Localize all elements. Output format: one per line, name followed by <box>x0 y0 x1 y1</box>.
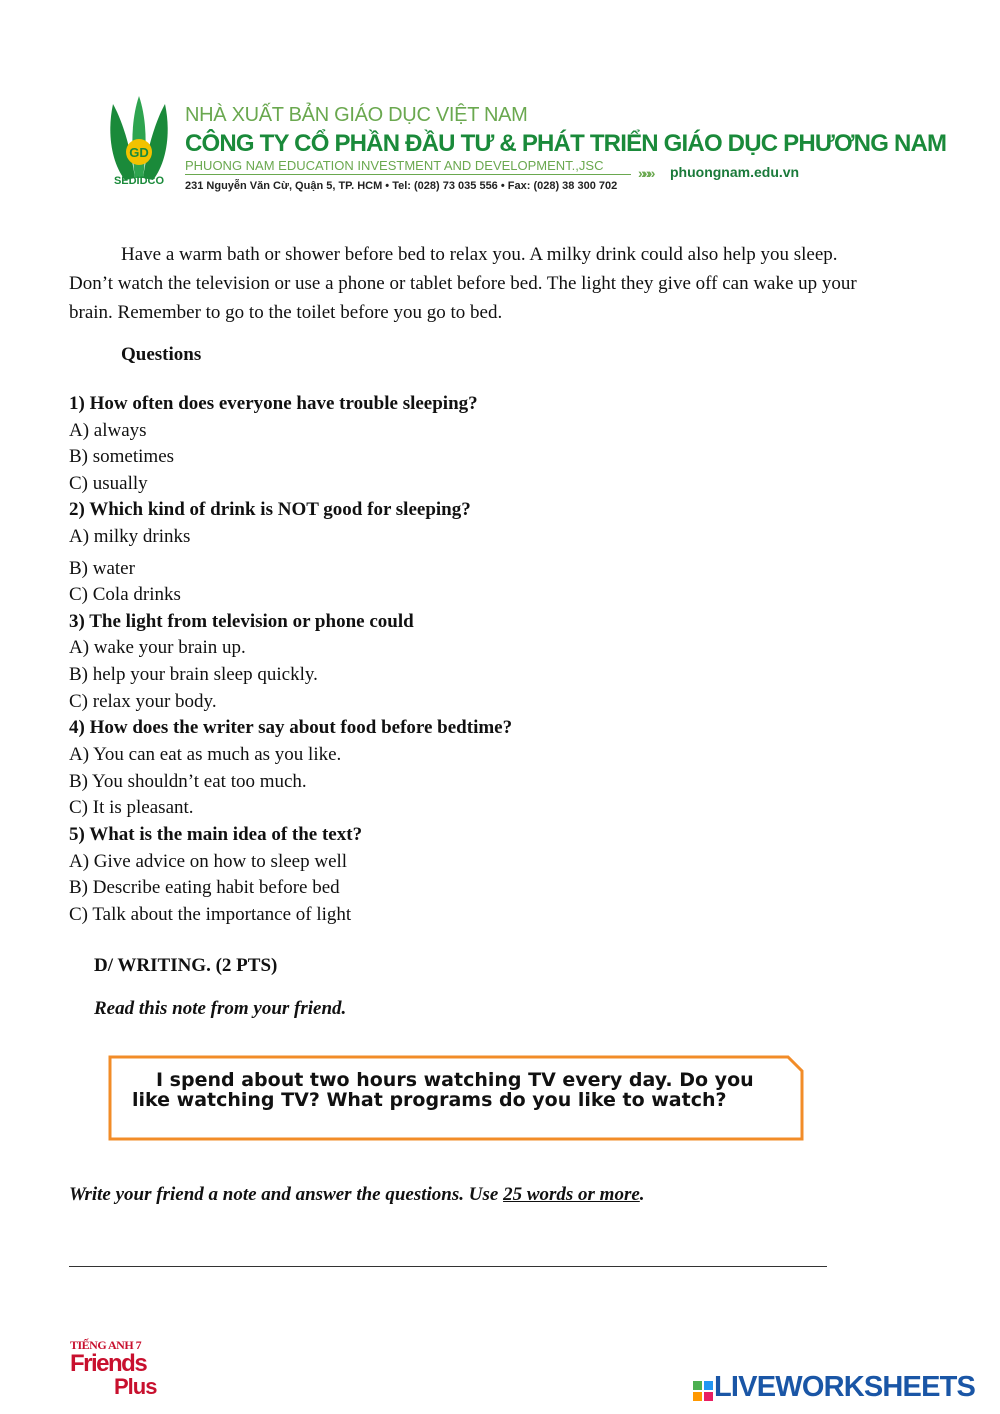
option-3c[interactable]: C) relax your body. <box>69 691 217 712</box>
publisher-name: NHÀ XUẤT BẢN GIÁO DỤC VIỆT NAM <box>185 104 528 126</box>
option-2b[interactable]: B) water <box>69 558 135 579</box>
logo-initials: GD <box>129 145 149 160</box>
option-1c[interactable]: C) usually <box>69 473 148 494</box>
question-2: 2) Which kind of drink is NOT good for sleeping? <box>69 499 471 520</box>
book-title-plus: Plus <box>114 1374 157 1399</box>
instruction-suffix: . <box>639 1184 645 1205</box>
website-link[interactable]: phuongnam.edu.vn <box>670 164 800 180</box>
word-count-requirement: 25 words or more <box>503 1184 640 1205</box>
liveworksheets-brand: LIVEWORKSHEETS <box>714 1371 976 1403</box>
book-title-friends: Friends <box>70 1350 147 1377</box>
note-text: I spend about two hours watching TV every day. Do you like watching TV? What programs do you like to watch? <box>132 1069 754 1111</box>
option-2a[interactable]: A) milky drinks <box>69 526 191 547</box>
option-1a[interactable]: A) always <box>69 420 147 441</box>
option-3a[interactable]: A) wake your brain up. <box>69 637 246 658</box>
option-5c[interactable]: C) Talk about the importance of light <box>69 904 352 925</box>
instruction-prefix: Write your friend a note and answer the questions. Use <box>69 1184 504 1205</box>
option-2c[interactable]: C) Cola drinks <box>69 584 181 605</box>
grid-icon <box>692 1380 714 1402</box>
option-4a[interactable]: A) You can eat as much as you like. <box>69 744 342 765</box>
option-3b[interactable]: B) help your brain sleep quickly. <box>69 664 318 685</box>
logo-label: SEDIDCO <box>113 175 165 187</box>
question-1: 1) How often does everyone have trouble sleeping? <box>69 393 478 414</box>
book-series-label: TIẾNG ANH 7 <box>70 1338 142 1352</box>
company-address: 231 Nguyễn Văn Cừ, Quận 5, TP. HCM • Tel: (028) 73 035 556 • Fax: (028) 38 300 702 <box>185 180 618 192</box>
publisher-header <box>105 92 947 202</box>
read-note-instruction: Read this note from your friend. <box>94 998 347 1019</box>
friends-plus-logo <box>70 1338 180 1402</box>
option-4c[interactable]: C) It is pleasant. <box>69 797 194 818</box>
liveworksheets-logo <box>692 1373 992 1407</box>
option-1b[interactable]: B) sometimes <box>69 446 175 467</box>
question-5: 5) What is the main idea of the text? <box>69 824 363 845</box>
header-divider <box>185 174 631 175</box>
option-4b[interactable]: B) You shouldn’t eat too much. <box>69 771 307 792</box>
reading-passage <box>69 240 859 327</box>
writing-heading: D/ WRITING. (2 PTS) <box>94 955 278 976</box>
option-5a[interactable]: A) Give advice on how to sleep well <box>69 851 348 872</box>
question-4: 4) How does the writer say about food before bedtime? <box>69 717 513 738</box>
company-name: CÔNG TY CỔ PHẦN ĐẦU TƯ & PHÁT TRIỂN GIÁO DỤC PHƯƠNG NAM <box>185 130 947 157</box>
passage-text: Have a warm bath or shower before bed to relax you. A milky drink could also help you sleep. Don’t watch the television or use a phone or tablet before bed. The light they give off can wake up your brain. Remember to go to the toilet before you go to bed. <box>69 244 857 323</box>
friend-note <box>108 1055 804 1141</box>
company-name-en: PHUONG NAM EDUCATION INVESTMENT AND DEVELOPMENT.,JSC <box>185 158 604 173</box>
answer-line[interactable] <box>69 1266 827 1267</box>
arrows-icon: »»» <box>638 165 653 181</box>
writing-instruction <box>69 1184 645 1206</box>
questions-heading: Questions <box>121 344 202 365</box>
question-3: 3) The light from television or phone could <box>69 611 414 632</box>
option-5b[interactable]: B) Describe eating habit before bed <box>69 877 340 898</box>
